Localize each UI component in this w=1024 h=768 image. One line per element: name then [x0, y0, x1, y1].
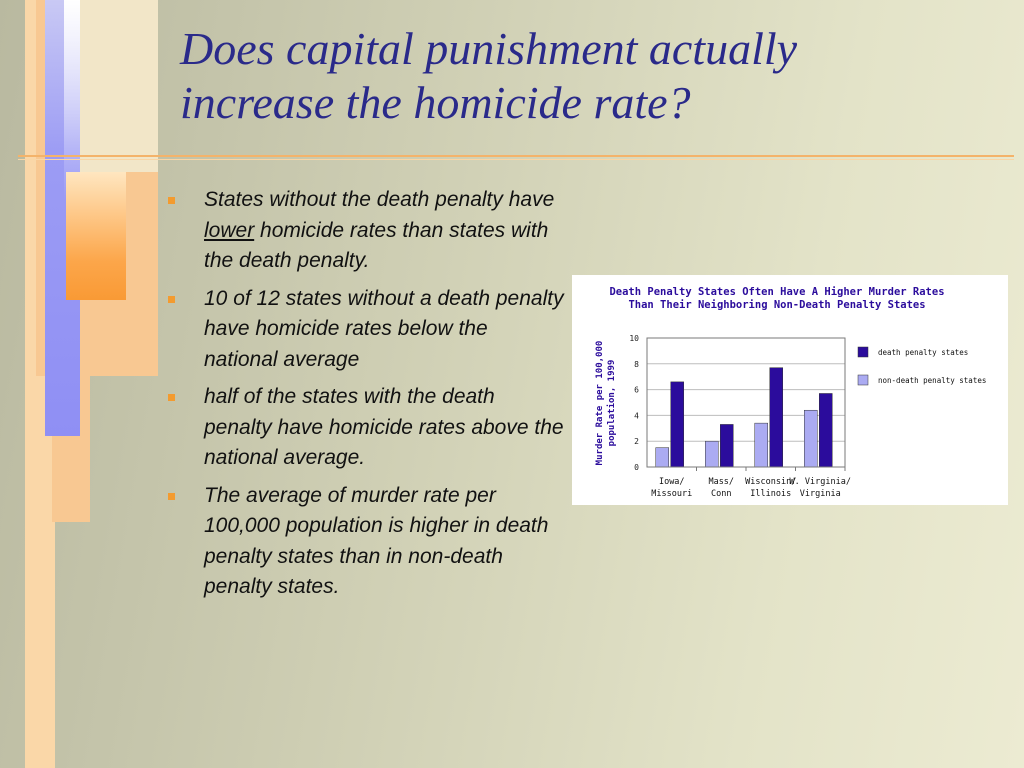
chart-ytick-label: 0: [634, 463, 639, 472]
chart-legend-label: non-death penalty states: [878, 376, 987, 385]
chart-ytick-label: 6: [634, 385, 639, 395]
chart-ylabel-line2: population, 1999: [607, 359, 617, 447]
square-bullet-icon: [168, 394, 175, 401]
chart-bar-non-death-penalty: [705, 441, 718, 467]
chart-panel: [572, 275, 1008, 505]
deco-bar-white-fade: [64, 0, 80, 200]
chart-legend-swatch: [858, 375, 868, 385]
chart-bar-death-penalty: [671, 382, 684, 467]
bullet-4-text: The average of murder rate per 100,000 population is higher in death penalty states than in non-death penalty states.: [204, 483, 549, 598]
deco-bar-orange: [66, 172, 126, 300]
chart-bar-death-penalty: [720, 424, 733, 467]
chart-ytick-label: 8: [634, 359, 639, 369]
bullet-1-text-pre: States without the death penalty have: [204, 188, 555, 211]
chart-xtick-label: Iowa/: [658, 477, 685, 487]
bullet-item-1: [165, 185, 565, 277]
chart-legend-swatch: [858, 347, 868, 357]
square-bullet-icon: [168, 296, 175, 303]
chart-title-line1: Death Penalty States Often Have A Higher Murder Rates: [609, 286, 945, 298]
chart-xtick-label: Illinois: [750, 489, 792, 499]
slide-title: [180, 22, 1000, 130]
chart-bar-death-penalty: [819, 393, 832, 467]
murder-rate-chart: [572, 275, 1008, 505]
bullet-1-emphasis: lower: [204, 218, 255, 242]
chart-bar-non-death-penalty: [804, 410, 817, 467]
square-bullet-icon: [168, 197, 175, 204]
chart-bar-non-death-penalty: [656, 448, 669, 467]
chart-ytick-label: 2: [634, 437, 639, 447]
chart-ytick-label: 4: [634, 411, 639, 421]
title-underline-secondary: [18, 159, 1014, 160]
bullet-3-text: half of the states with the death penalty have homicide rates above the national average.: [204, 385, 564, 469]
slide-title-line2: increase the homicide rate?: [180, 77, 691, 128]
bullet-item-4: [165, 481, 565, 603]
chart-title-line2: Than Their Neighboring Non-Death Penalty States: [628, 299, 926, 311]
chart-bar-non-death-penalty: [755, 423, 768, 467]
chart-xtick-label: Wisconsin/: [745, 477, 797, 487]
chart-xtick-label: W. Virginia/: [789, 477, 851, 487]
bullet-item-2: [165, 284, 565, 376]
title-underline: [18, 155, 1014, 157]
chart-legend-label: death penalty states: [878, 348, 969, 357]
bullet-1-text-post: homicide rates than states with the death penalty.: [204, 218, 549, 272]
chart-xtick-label: Mass/: [708, 477, 735, 487]
bullet-2-text: 10 of 12 states without a death penalty have homicide rates below the national average: [204, 286, 564, 371]
slide-title-line1: Does capital punishment actually: [180, 23, 798, 74]
bullet-list: [165, 185, 565, 610]
chart-ylabel-line1: Murder Rate per 100,000: [595, 340, 605, 466]
bullet-item-3: [165, 382, 565, 474]
chart-bar-death-penalty: [770, 368, 783, 467]
square-bullet-icon: [168, 493, 175, 500]
chart-xtick-label: Conn: [711, 489, 732, 499]
chart-ytick-label: 10: [629, 334, 639, 343]
chart-xtick-label: Virginia: [799, 489, 841, 499]
chart-xtick-label: Missouri: [651, 489, 693, 499]
